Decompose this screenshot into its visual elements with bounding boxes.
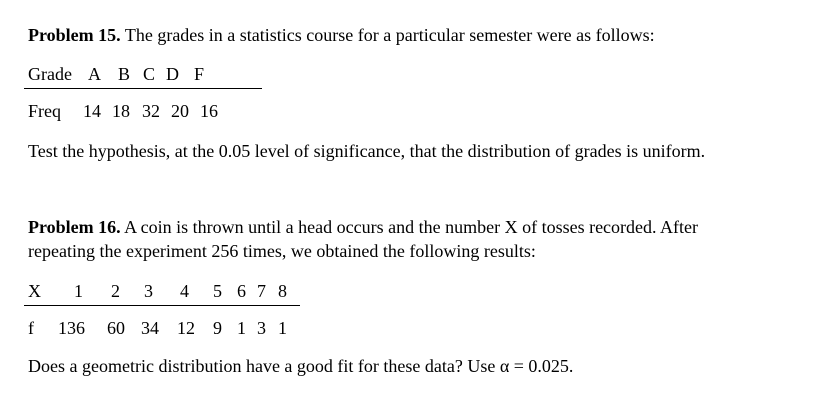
problem-15-statement — [28, 24, 655, 46]
x-header-cell: 2 — [111, 281, 120, 301]
problem-16-question: Does a geometric distribution have a good fit for these data? Use α = 0.025. — [28, 356, 574, 376]
x-header-cell: 4 — [180, 281, 189, 301]
grade-header-cell: F — [194, 64, 205, 84]
freq-cell: 18 — [112, 101, 130, 121]
problem-16-label: Problem 16. — [28, 217, 121, 237]
f-cell: 60 — [107, 318, 125, 338]
problem-16-statement-line1 — [28, 216, 698, 238]
grade-header-label: Grade — [28, 64, 72, 84]
f-cell: 9 — [213, 318, 222, 338]
grade-header-cell: D — [166, 64, 179, 84]
grade-header-cell: C — [143, 64, 156, 84]
problem-15-text: The grades in a statistics course for a particular semester were as follows: — [124, 25, 655, 45]
f-cell: 136 — [58, 318, 85, 338]
x-table-freq-row — [28, 317, 318, 339]
problem-15-label: Problem 15. — [28, 25, 121, 45]
f-cell: 34 — [141, 318, 159, 338]
freq-row-label: Freq — [28, 101, 61, 121]
freq-cell: 16 — [200, 101, 218, 121]
problem-15-question: Test the hypothesis, at the 0.05 level of significance, that the distribution of grades is uniform. — [28, 141, 706, 161]
grade-table-freq-row — [28, 100, 268, 122]
x-header-cell: 3 — [144, 281, 153, 301]
problem-16-text: A coin is thrown until a head occurs and the number X of tosses recorded. After — [124, 217, 699, 237]
f-cell: 12 — [177, 318, 195, 338]
x-header-cell: 8 — [278, 281, 287, 301]
freq-cell: 20 — [171, 101, 189, 121]
x-header-cell: 5 — [213, 281, 222, 301]
grade-header-cell: A — [88, 64, 101, 84]
x-header-cell: 7 — [257, 281, 266, 301]
grade-table-divider — [24, 88, 262, 89]
grade-header-cell: B — [118, 64, 131, 84]
x-header-cell: 6 — [237, 281, 246, 301]
f-cell: 1 — [278, 318, 287, 338]
x-header-cell: 1 — [74, 281, 83, 301]
freq-cell: 14 — [83, 101, 101, 121]
f-cell: 1 — [237, 318, 246, 338]
freq-cell: 32 — [142, 101, 160, 121]
x-table-header-row — [28, 280, 318, 302]
x-table-divider — [24, 305, 300, 306]
x-header-label: X — [28, 281, 41, 301]
problem-16-statement-line2: repeating the experiment 256 times, we obtained the following results: — [28, 241, 536, 261]
f-row-label: f — [28, 318, 34, 338]
f-cell: 3 — [257, 318, 266, 338]
grade-table-header-row — [28, 63, 268, 85]
